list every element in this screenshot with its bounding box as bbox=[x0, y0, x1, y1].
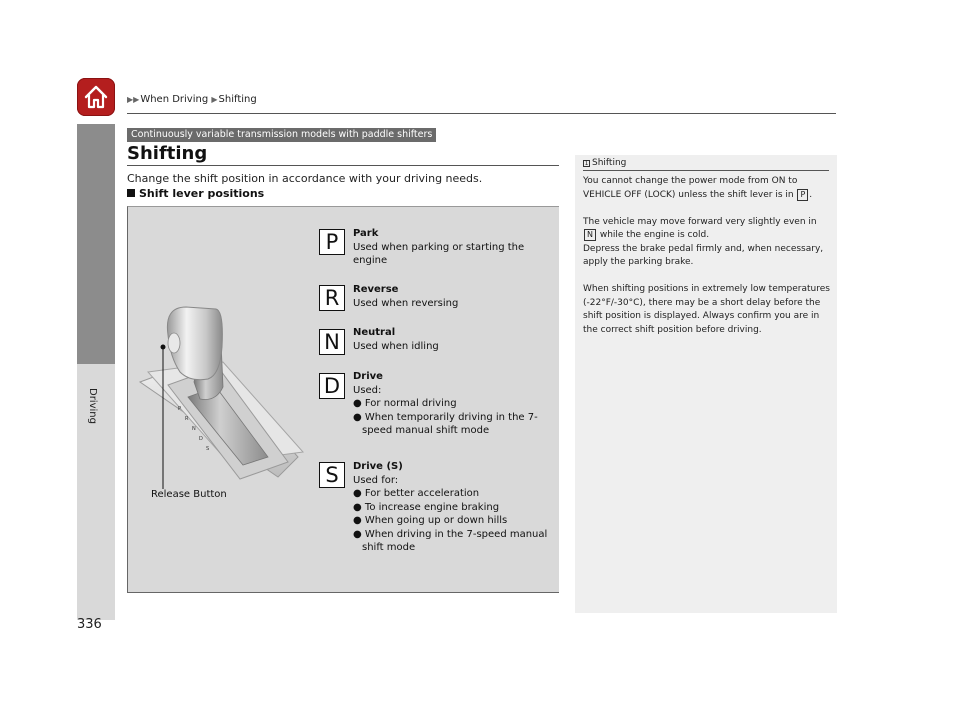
breadcrumb-arrow-icon: ▶▶ bbox=[127, 95, 140, 104]
position-badge-s: S bbox=[319, 462, 345, 488]
position-badge-r: R bbox=[319, 285, 345, 311]
position-desc: Used when parking or starting the bbox=[353, 241, 525, 253]
position-name: Drive (S) bbox=[353, 461, 403, 472]
bullet-item: ● When temporarily driving in the 7-speed manual shift mode bbox=[353, 411, 538, 436]
page-number: 336 bbox=[77, 617, 102, 632]
note-paragraph: When shifting positions in extremely low temperatures (-22°F/-30°C), there may be a short delay before the shift position is displayed. Always confirm you are in the correct shift position before driving. bbox=[583, 284, 830, 335]
position-drive-s bbox=[353, 460, 553, 555]
side-tab-dark bbox=[77, 124, 115, 364]
intro-text: Change the shift position in accordance with your driving needs. bbox=[127, 172, 483, 185]
gate-mark-p: P bbox=[178, 406, 182, 412]
gate-mark-r: R bbox=[185, 416, 189, 422]
note-body bbox=[583, 175, 833, 351]
breadcrumb-link-when-driving[interactable]: When Driving bbox=[140, 94, 209, 105]
bullet-item: ● When going up or down hills bbox=[353, 515, 508, 526]
note-paragraph: The vehicle may move forward very slightly even in N while the engine is cold. Depress the brake pedal firmly and, when necessary, apply the parking brake. bbox=[583, 216, 824, 267]
note-divider bbox=[583, 170, 829, 171]
position-park bbox=[353, 227, 553, 268]
position-badge-n: N bbox=[319, 329, 345, 355]
section-side-label: Driving bbox=[87, 388, 98, 424]
position-reverse bbox=[353, 283, 553, 310]
position-desc: Used when reversing bbox=[353, 297, 459, 309]
gate-mark-d: D bbox=[199, 436, 203, 442]
position-desc: Used: bbox=[353, 384, 382, 396]
title-divider bbox=[127, 165, 559, 166]
breadcrumb bbox=[127, 94, 257, 105]
model-tag: Continuously variable transmission models with paddle shifters bbox=[127, 128, 436, 142]
subheading-text: Shift lever positions bbox=[139, 187, 265, 200]
position-name: Neutral bbox=[353, 327, 396, 338]
square-bullet-icon bbox=[127, 189, 135, 197]
page-title: Shifting bbox=[127, 143, 208, 164]
note-ref-icon: 1 bbox=[584, 160, 589, 167]
bullet-item: ● For normal driving bbox=[353, 398, 457, 409]
shift-key-n: N bbox=[584, 229, 596, 241]
position-name: Drive bbox=[353, 371, 383, 382]
position-name: Reverse bbox=[353, 284, 399, 295]
shift-key-p: P bbox=[797, 189, 808, 201]
bullet-item: ● To increase engine braking bbox=[353, 501, 500, 513]
note-paragraph: You cannot change the power mode from ON to VEHICLE OFF (LOCK) unless the shift lever is in P . bbox=[583, 176, 813, 200]
gate-mark-n: N bbox=[192, 426, 196, 432]
position-desc: Used for: bbox=[353, 474, 399, 486]
bullet-item: ● For better acceleration bbox=[353, 488, 480, 499]
note-heading: 1 Shifting bbox=[584, 158, 627, 168]
subheading bbox=[127, 187, 264, 200]
header-divider bbox=[127, 113, 836, 114]
position-badge-d: D bbox=[319, 373, 345, 399]
position-neutral bbox=[353, 326, 553, 353]
home-button[interactable] bbox=[77, 78, 115, 116]
breadcrumb-arrow-icon: ▶ bbox=[211, 95, 218, 104]
position-drive bbox=[353, 370, 553, 438]
position-name: Park bbox=[353, 228, 379, 239]
breadcrumb-link-shifting[interactable]: Shifting bbox=[218, 94, 257, 105]
position-badge-p: P bbox=[319, 229, 345, 255]
release-button-label: Release Button bbox=[151, 489, 227, 500]
bullet-item: ● When driving in the 7-speed manual shift mode bbox=[353, 528, 548, 553]
home-icon bbox=[82, 83, 110, 111]
gate-mark-s: S bbox=[206, 446, 210, 452]
position-desc: engine bbox=[353, 255, 388, 266]
position-desc: Used when idling bbox=[353, 340, 439, 352]
